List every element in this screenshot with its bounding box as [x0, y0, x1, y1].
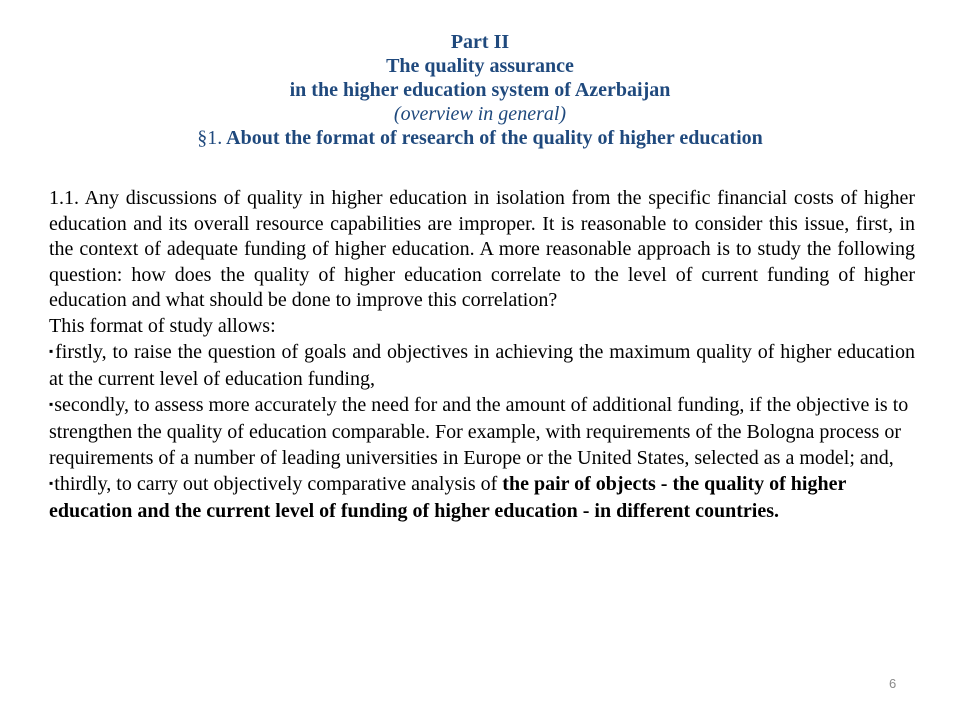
part-label: Part II [450, 31, 510, 53]
bullet-marker-icon: ▪ [49, 343, 55, 358]
bullet-item-1 [49, 340, 915, 393]
page-number: 6 [889, 676, 897, 691]
bullet-item-3 [49, 472, 915, 525]
bullet-marker-icon: ▪ [49, 475, 54, 490]
bullet-3-text: thirdly, to carry out objectively comparative analysis of [54, 472, 503, 495]
bullet-2-text: secondly, to assess more accurately the need for and the amount of additional funding, if the objective is to strengthen the quality of education comparable. For example, with requirements of the Bologna process or requirements of a number of leading universities in Europe or the United States, selected as a model; and, [49, 393, 909, 469]
intro-line: This format of study allows: [49, 314, 276, 337]
bullet-1-text: firstly, to raise the question of goals and objectives in achieving the maximum quality of higher education at the current level of education funding, [49, 340, 915, 391]
section-number: §1. [197, 127, 223, 149]
paragraph-1-1: 1.1. Any discussions of quality in higher education in isolation from the specific financial costs of higher education and its overall resource capabilities are improper. It is reasonable to consider this issue, first, in the context of adequate funding of higher education. A more reasonable approach is to study the following question: how does the quality of higher education correlate to the level of current funding of higher education and what should be done to improve this correlation? [49, 187, 915, 312]
title-line-1: The quality assurance [386, 55, 574, 77]
title-line-2: in the higher education system of Azerbaijan [289, 79, 671, 101]
section-heading [0, 126, 960, 150]
bullet-marker-icon: ▪ [49, 396, 54, 411]
bullet-item-2 [49, 393, 915, 472]
slide-body [49, 186, 915, 525]
slide-header [0, 30, 960, 150]
subtitle: (overview in general) [393, 103, 567, 125]
section-title: About the format of research of the quality of higher education [226, 127, 763, 149]
bullet-3-bold-text: the pair of objects - the quality of higher education and the current level of funding of higher education - in different countries. [49, 472, 846, 523]
